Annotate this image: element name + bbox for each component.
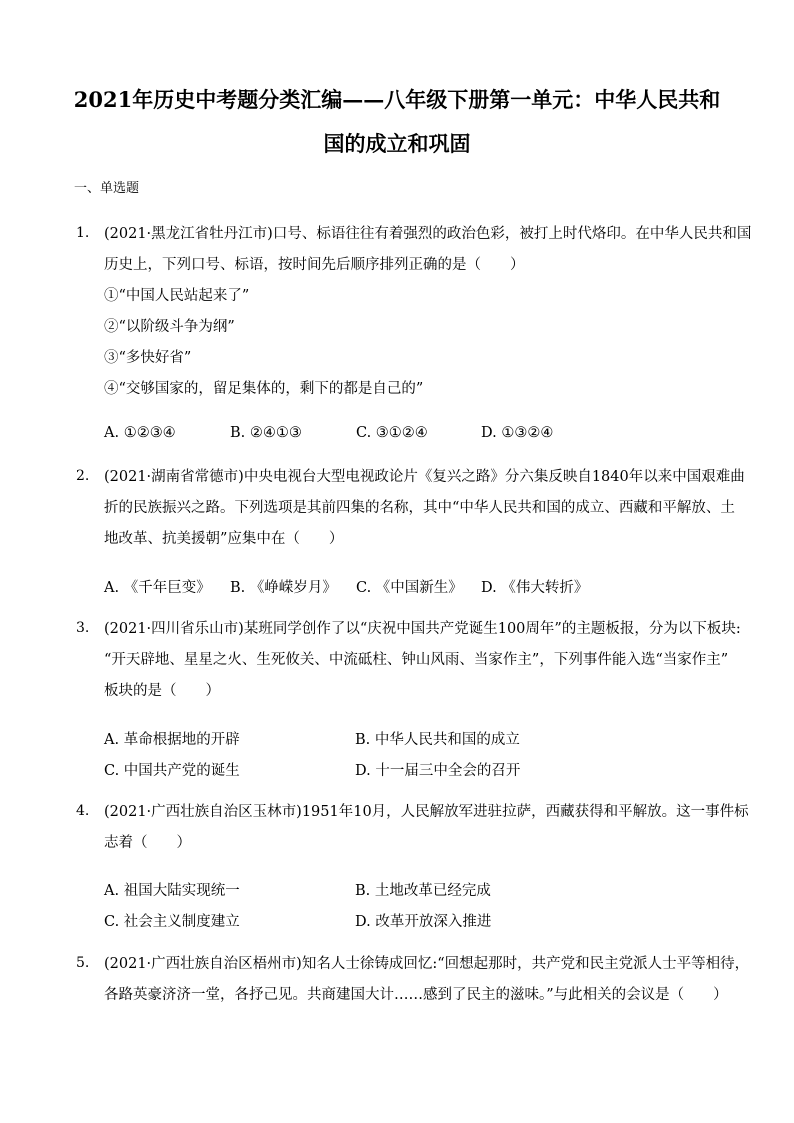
stem-line: (2021·四川省乐山市)某班同学创作了以“庆祝中国共产党诞生100周年”的主题板报，分为以下板块: (104, 621, 741, 637)
option-c[interactable]: C. 中国共产党的诞生 (104, 763, 240, 779)
question-stem (104, 949, 750, 1011)
stem-line: ②“以阶级斗争为纲” (104, 319, 235, 335)
question-stem (104, 797, 749, 859)
stem-line: ①“中国人民站起来了” (104, 288, 250, 304)
option-b[interactable]: B. ②④①③ (230, 425, 302, 441)
stem-line: 志着（ ） (104, 835, 191, 851)
question-number: 4. (76, 803, 90, 819)
question-number: 1. (76, 225, 90, 241)
stem-line: (2021·黑龙江省牡丹江市)口号、标语往往有着强烈的政治色彩，被打上时代烙印。在中华人民共和国 (104, 226, 752, 242)
question-number: 3. (76, 620, 90, 636)
option-c[interactable]: C. ③①②④ (356, 425, 428, 441)
title-line-1: 2021年历史中考题分类汇编——八年级下册第一单元：中华人民共和 (73, 87, 721, 112)
option-d[interactable]: D. 十一届三中全会的召开 (355, 763, 521, 779)
stem-line: 历史上，下列口号、标语，按时间先后顺序排列正确的是（ ） (104, 257, 525, 273)
option-a[interactable]: A. ①②③④ (104, 425, 176, 441)
stem-line: ④“交够国家的，留足集体的，剩下的都是自己的” (104, 381, 424, 397)
question-stem (104, 462, 745, 555)
stem-line: 折的民族振兴之路。下列选项是其前四集的名称，其中“中华人民共和国的成立、西藏和平解放、土 (104, 500, 735, 516)
option-c[interactable]: C. 社会主义制度建立 (104, 914, 240, 930)
option-a[interactable]: A. 祖国大陆实现统一 (104, 883, 240, 899)
stem-line: 地改革、抗美援朝”应集中在（ ） (104, 531, 344, 547)
option-b[interactable]: B. 《峥嵘岁月》 (230, 580, 337, 596)
stem-line: 板块的是（ ） (104, 683, 220, 699)
option-d[interactable]: D. ①③②④ (481, 425, 554, 441)
option-b[interactable]: B. 土地改革已经完成 (355, 883, 491, 899)
stem-line: 各路英豪济济一堂，各抒己见。共商建国大计……感到了民主的滋味。”与此相关的会议是（ ） (104, 987, 728, 1003)
document-title (60, 78, 734, 166)
option-a[interactable]: A. 《千年巨变》 (104, 580, 211, 596)
option-c[interactable]: C. 《中国新生》 (356, 580, 463, 596)
stem-line: (2021·广西壮族自治区梧州市)知名人士徐铸成回忆:“回想起那时，共产党和民主党派人士平等相待， (104, 956, 750, 972)
question-stem (104, 614, 741, 707)
section-heading: 一、单选题 (74, 181, 140, 196)
stem-line: ③“多快好省” (104, 350, 192, 366)
stem-line: “开天辟地、星星之火、生死攸关、中流砥柱、钟山风雨、当家作主”，下列事件能入选“当家作主” (104, 652, 729, 668)
question-number: 5. (76, 955, 90, 971)
title-line-2: 国的成立和巩固 (323, 131, 471, 156)
option-b[interactable]: B. 中华人民共和国的成立 (355, 732, 520, 748)
option-a[interactable]: A. 革命根据地的开辟 (104, 732, 240, 748)
option-d[interactable]: D. 改革开放深入推进 (355, 914, 492, 930)
stem-line: (2021·广西壮族自治区玉林市)1951年10月，人民解放军进驻拉萨，西藏获得和平解放。这一事件标 (104, 804, 749, 820)
option-d[interactable]: D. 《伟大转折》 (481, 580, 589, 596)
question-number: 2. (76, 468, 90, 484)
stem-line: (2021·湖南省常德市)中央电视台大型电视政论片《复兴之路》分六集反映自1840年以来中国艰难曲 (104, 469, 745, 485)
question-stem (104, 219, 752, 405)
